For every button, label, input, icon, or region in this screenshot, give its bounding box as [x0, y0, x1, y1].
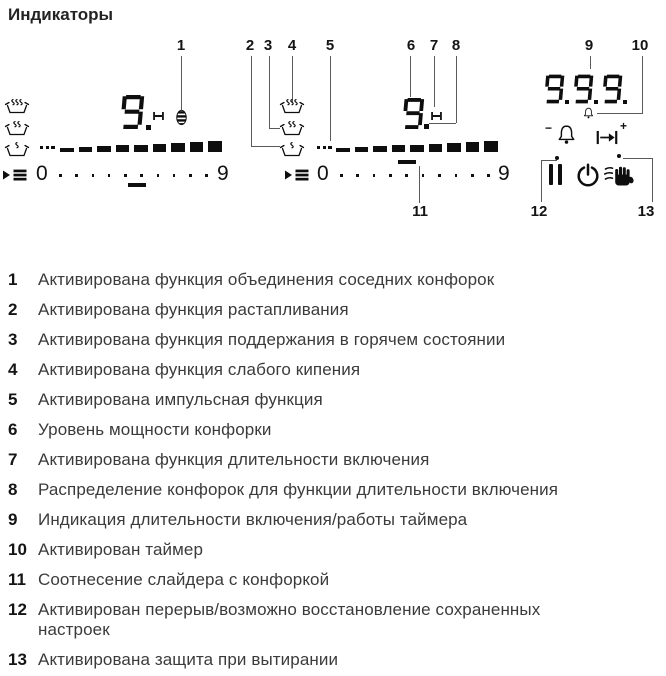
legend-item-10 — [8, 540, 660, 560]
timer-plus-label: + — [620, 119, 628, 133]
legend-item-text: Активирована функция растапливания — [38, 300, 349, 319]
callout-label-13: 13 — [637, 203, 655, 220]
callout-line-3 — [269, 56, 270, 129]
legend-item-12 — [8, 600, 660, 640]
indicator-diagram — [0, 0, 666, 240]
slider-dots — [59, 174, 208, 177]
legend-item-num: 13 — [8, 650, 27, 669]
zone-assignment-dot — [146, 125, 151, 130]
legend-item-6 — [8, 420, 660, 440]
power-level-display — [401, 98, 425, 129]
callout-label-6: 6 — [406, 37, 416, 54]
callout-line-6 — [410, 56, 411, 97]
legend-item-3 — [8, 330, 660, 350]
legend-item-text: Активирована защита при вытирании — [38, 650, 339, 669]
callout-label-2: 2 — [245, 37, 255, 54]
legend-item-num: 12 — [8, 600, 27, 619]
page-title: Индикаторы — [8, 5, 114, 24]
keep-warm-icon — [4, 121, 30, 136]
legend-item-num: 2 — [8, 300, 18, 319]
duration-function-icon — [153, 112, 164, 120]
legend-item-7 — [8, 450, 660, 470]
legend-item-5 — [8, 390, 660, 410]
legend-item-4 — [8, 360, 660, 380]
legend-item-text: Активирована функция длительности включения — [38, 450, 430, 469]
power-level-display — [119, 95, 145, 129]
legend-item-1 — [8, 270, 660, 290]
callout-label-5: 5 — [325, 37, 335, 54]
callout-line-12b — [541, 160, 557, 161]
timer-digit — [543, 74, 565, 104]
callout-line-13 — [652, 158, 653, 202]
boost-dots — [40, 146, 55, 149]
slider-min-label: 0 — [317, 162, 329, 185]
callout-label-12: 12 — [530, 203, 548, 220]
melt-icon — [279, 142, 305, 157]
duration-function-icon — [431, 112, 442, 120]
legend-item-num: 5 — [8, 390, 18, 409]
timer-minus-label: − — [545, 121, 553, 135]
legend-item-9 — [8, 510, 660, 530]
slider-icon — [3, 166, 27, 184]
power-icon — [576, 163, 600, 187]
callout-line-10b — [597, 113, 643, 114]
legend-item-num: 7 — [8, 450, 18, 469]
zone-assignment-dot — [424, 124, 429, 129]
legend-item-text: Распределение конфорок для функции длительности включения — [38, 480, 559, 499]
slider-icon — [285, 166, 309, 184]
legend-item-text: Уровень мощности конфорки — [38, 420, 272, 439]
legend-item-text: Активирована функция поддержания в горячем состоянии — [38, 330, 506, 349]
callout-line-11 — [419, 166, 420, 203]
callout-label-1: 1 — [176, 37, 186, 54]
legend-item-text: Активирован перерыв/возможно восстановление сохраненных настроек — [38, 600, 541, 639]
callout-line-13b — [623, 158, 653, 159]
callout-label-11: 11 — [412, 203, 428, 220]
bridge-indicator-icon — [176, 109, 187, 126]
callout-label-7: 7 — [429, 37, 439, 54]
callout-line-7 — [434, 56, 435, 107]
wipe-protection-dot — [617, 154, 621, 158]
callout-line-8b — [429, 123, 456, 124]
slider-max-label: 9 — [217, 162, 229, 185]
simmer-icon — [279, 99, 305, 114]
power-bar — [336, 140, 498, 152]
callout-line-10 — [642, 56, 643, 113]
callout-label-10: 10 — [631, 37, 649, 54]
simmer-icon — [4, 99, 30, 114]
callout-label-9: 9 — [584, 37, 594, 54]
boost-dots — [317, 146, 332, 149]
callout-label-8: 8 — [451, 37, 461, 54]
legend-item-num: 8 — [8, 480, 18, 499]
legend-item-text: Активирована функция объединения соседних конфорок — [38, 270, 495, 289]
legend-item-num: 11 — [8, 570, 26, 589]
callout-line-8 — [456, 56, 457, 123]
timer-digit-dot — [565, 100, 569, 104]
callout-line-12 — [541, 160, 542, 202]
callout-line-2 — [251, 56, 252, 147]
legend-list — [8, 270, 660, 676]
legend-item-num: 4 — [8, 360, 18, 379]
timer-bell-small-icon — [583, 107, 594, 119]
legend-item-text: Соотнесение слайдера с конфоркой — [38, 570, 330, 589]
legend-item-2 — [8, 300, 660, 320]
callout-line-2b — [251, 146, 280, 147]
callout-line-5 — [330, 56, 331, 141]
timer-zone-select-icon — [596, 130, 618, 145]
legend-item-11 — [8, 570, 660, 590]
alarm-bell-icon — [557, 124, 576, 145]
legend-item-text: Активирован таймер — [38, 540, 204, 559]
slider-max-label: 9 — [498, 162, 510, 185]
callout-label-3: 3 — [263, 37, 273, 54]
legend-item-num: 6 — [8, 420, 18, 439]
legend-item-text: Активирована функция слабого кипения — [38, 360, 361, 379]
legend-item-text: Активирована импульсная функция — [38, 390, 323, 409]
keep-warm-icon — [279, 121, 305, 136]
slider-min-label: 0 — [36, 162, 48, 185]
callout-label-4: 4 — [287, 37, 297, 54]
pause-indicator-dot — [555, 156, 559, 160]
slider-zone-mark — [398, 160, 416, 164]
timer-digit-dot — [623, 100, 627, 104]
legend-item-num: 3 — [8, 330, 18, 349]
slider-position-mark — [128, 183, 146, 187]
power-bar — [60, 140, 222, 152]
callout-line-1 — [181, 56, 182, 110]
legend-item-text: Индикация длительности включения/работы таймера — [38, 510, 468, 529]
timer-digit-dot — [594, 100, 598, 104]
melt-icon — [4, 142, 30, 157]
slider-dots — [340, 174, 490, 177]
timer-display — [601, 74, 623, 104]
callout-line-4 — [292, 56, 293, 102]
legend-item-13 — [8, 650, 660, 670]
wipe-protection-icon — [604, 162, 634, 188]
timer-digit — [572, 74, 594, 104]
legend-item-num: 1 — [8, 270, 18, 289]
legend-item-num: 9 — [8, 510, 18, 529]
pause-icon — [549, 164, 562, 185]
legend-item-num: 10 — [8, 540, 27, 559]
legend-item-8 — [8, 480, 660, 500]
callout-line-9 — [590, 56, 591, 69]
